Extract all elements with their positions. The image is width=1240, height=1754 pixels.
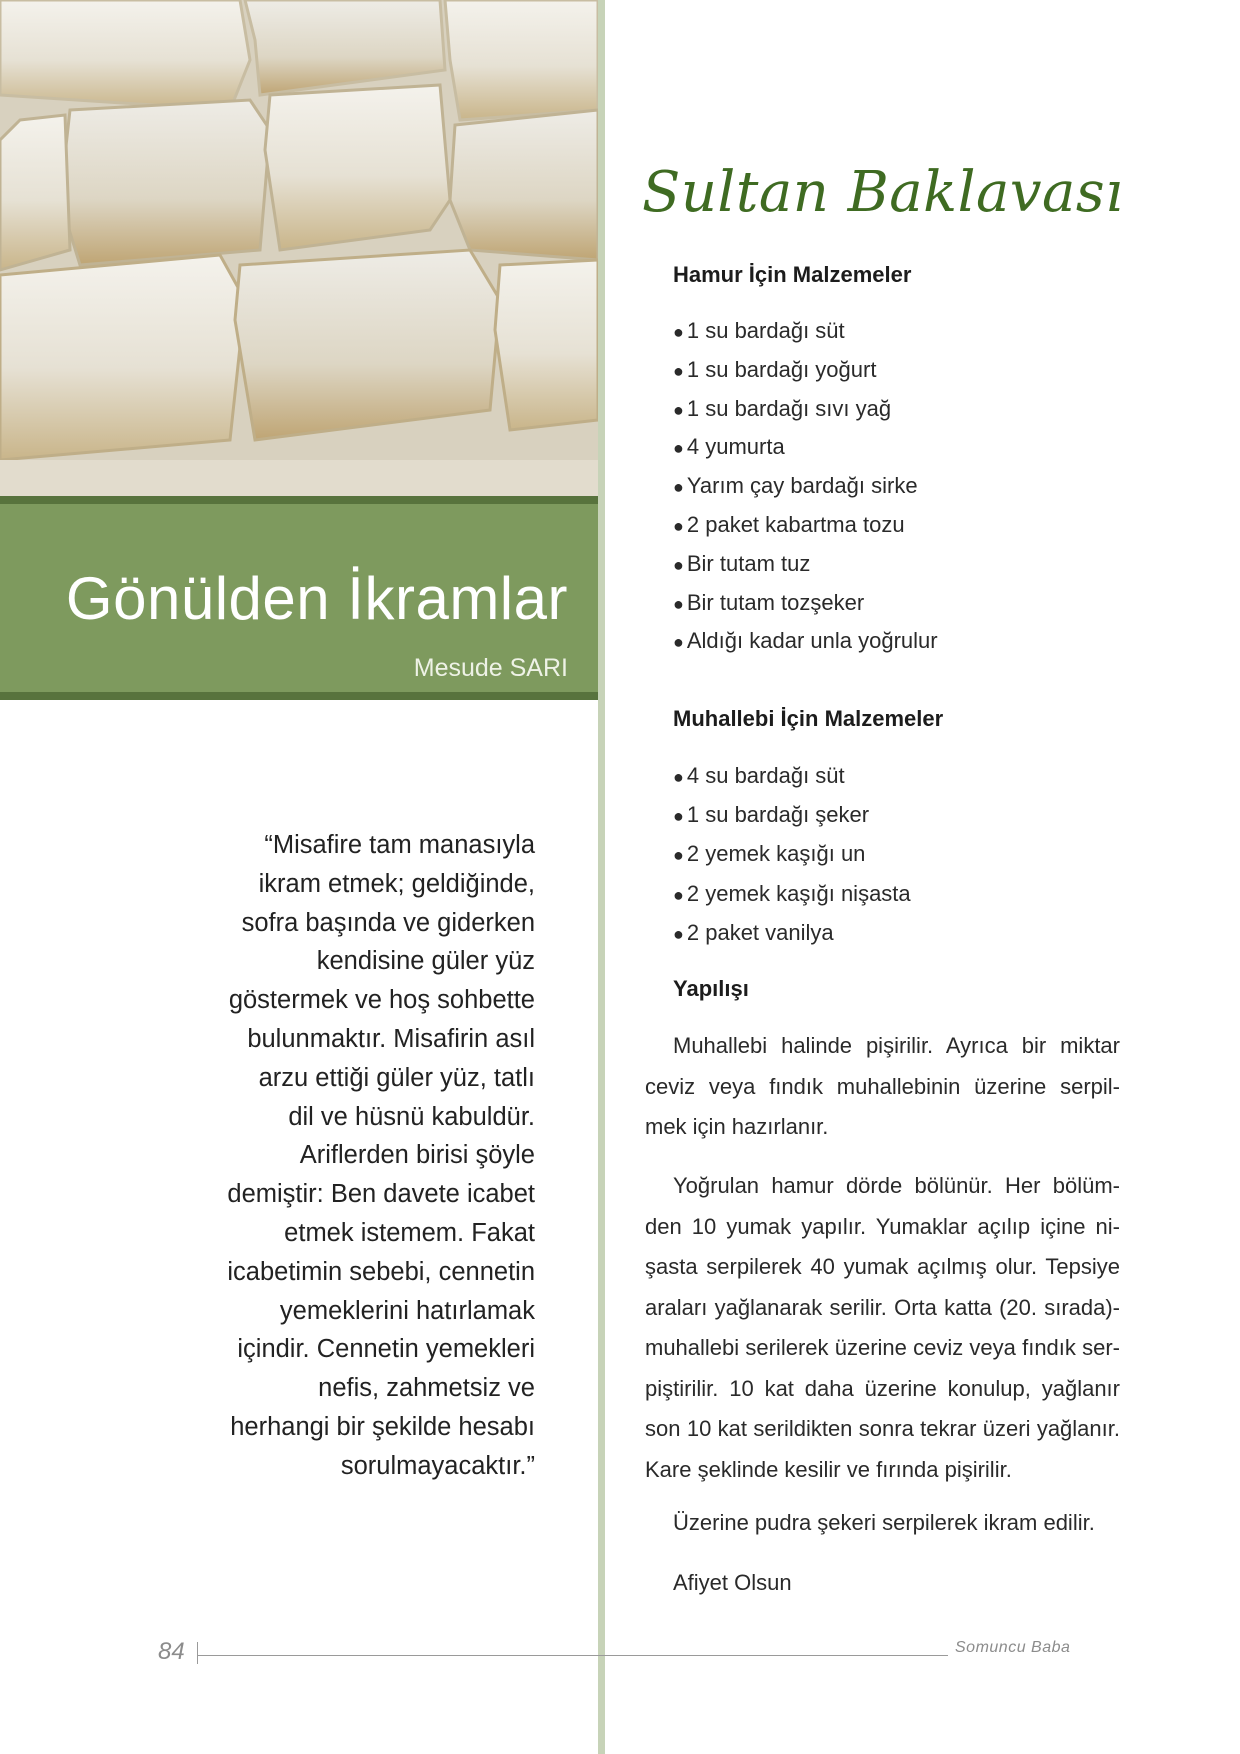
method-paragraph-1 [645,1026,1120,1148]
method-paragraph-2 [645,1166,1120,1490]
serving-note: Üzerine pudra şekeri serpilerek ikram edilir. [673,1510,1095,1535]
list-item: ● 1 su bardağı şeker [673,802,870,828]
quote-line: arzu ettiği güler yüz, tatlı [258,1063,535,1092]
bullet-icon: ● [673,845,684,866]
bullet-icon: ● [673,806,684,827]
bullet-icon: ● [673,632,684,653]
recipe-title: Sultan Baklavası [642,160,1124,225]
footer-divider-tick [197,1642,198,1664]
list-item: ● 2 paket vanilya [673,919,834,945]
quote-line: sorulmayacaktır.” [340,1451,535,1480]
bullet-icon: ● [673,554,684,575]
quote-line: yemeklerini hatırlamak [279,1296,535,1325]
paragraph-line: şasta serpilerek 40 yumak açılmış olur. Tepsiye [645,1254,1120,1279]
bullet-icon: ● [673,477,684,498]
footer-rule [198,1655,948,1656]
list-item: ● Aldığı kadar unla yoğrulur [673,628,938,654]
pudding-ingredients-heading: Muhallebi İçin Malzemeler [673,706,944,731]
quote-line: ikram etmek; geldiğinde, [258,869,535,898]
article-author: Mesude SARI [413,654,568,682]
quote-line: nefis, zahmetsiz ve [318,1374,535,1403]
paragraph-line: piştirilir. 10 kat daha üzerine konulup, yağlanır [645,1375,1120,1401]
paragraph-line: Muhallebi halinde pişirilir. Ayrıca bir miktar [673,1033,1120,1058]
article-title: Gönülden İkramlar [65,565,568,632]
bullet-icon: ● [673,593,684,614]
bullet-icon: ● [673,399,684,420]
paragraph-line: son 10 kat serildikten sonra tekrar üzeri yağlanır. [645,1416,1120,1441]
paragraph-line: Yoğrulan hamur dörde bölünür. Her bölüm- [673,1173,1120,1198]
quote-line: icabetimin sebebi, cennetin [227,1257,535,1286]
paragraph-line: mek için hazırlanır. [645,1114,829,1139]
quote-line: sofra başında ve giderken [241,908,535,937]
bullet-icon: ● [673,360,684,381]
quote-line: kendisine güler yüz [316,947,535,976]
bullet-icon: ● [673,884,684,905]
bullet-icon: ● [673,322,684,342]
quote-line: herhangi bir şekilde hesabı [230,1412,535,1441]
closing-phrase: Afiyet Olsun [673,1570,792,1595]
list-item: ● 2 yemek kaşığı nişasta [673,880,911,906]
list-item: ● 1 su bardağı yoğurt [673,356,877,382]
quote-line: göstermek ve hoş sohbette [228,986,535,1015]
quote-line: demiştir: Ben davete icabet [227,1180,535,1209]
paragraph-line: ceviz veya fındık muhallebinin üzerine serpil- [645,1073,1120,1099]
bullet-icon: ● [673,438,684,459]
paragraph-line: muhallebi serilerek üzerine ceviz veya fındık ser- [645,1335,1120,1360]
publication-name: Somuncu Baba [955,1639,1071,1656]
list-item: ● 2 paket kabartma tozu [673,511,905,537]
list-item: ● Yarım çay bardağı sirke [673,473,918,499]
quote-line: içindir. Cennetin yemekleri [237,1335,535,1364]
list-item: ● Bir tutam tozşeker [673,589,865,615]
pudding-ingredients-list [673,756,911,952]
quote-line: bulunmaktır. Misafirin asıl [247,1024,535,1053]
quote-line: etmek istemem. Fakat [284,1218,535,1247]
title-banner [0,496,598,700]
dough-ingredients-list [673,312,938,661]
paragraph-line: den 10 yumak yapılır. Yumaklar açılıp içine ni- [645,1213,1120,1239]
quote-line: Ariflerden birisi şöyle [299,1141,535,1170]
list-item: ● Bir tutam tuz [673,550,811,576]
list-item: ● 4 yumurta [673,434,785,460]
method-heading: Yapılışı [673,976,749,1001]
page-number: 84 [158,1638,185,1665]
list-item: ● 2 yemek kaşığı un [673,841,866,867]
quote-line: dil ve hüsnü kabuldür. [288,1102,535,1131]
dough-ingredients-heading: Hamur İçin Malzemeler [673,262,912,287]
quote-line: “Misafire tam manasıyla [264,831,535,859]
list-item: ● 4 su bardağı süt [673,763,845,788]
pull-quote [160,826,535,1486]
bullet-icon: ● [673,515,684,536]
baklava-photo [0,0,598,496]
list-item: ● 1 su bardağı süt [673,318,845,343]
column-divider [598,0,605,1754]
list-item: ● 1 su bardağı sıvı yağ [673,395,892,421]
paragraph-line: araları yağlanarak serilir. Orta katta (20. sırada)- [645,1294,1120,1320]
paragraph-line: Kare şeklinde kesilir ve fırında pişirilir. [645,1456,1012,1482]
bullet-icon: ● [673,923,684,944]
bullet-icon: ● [673,767,684,787]
